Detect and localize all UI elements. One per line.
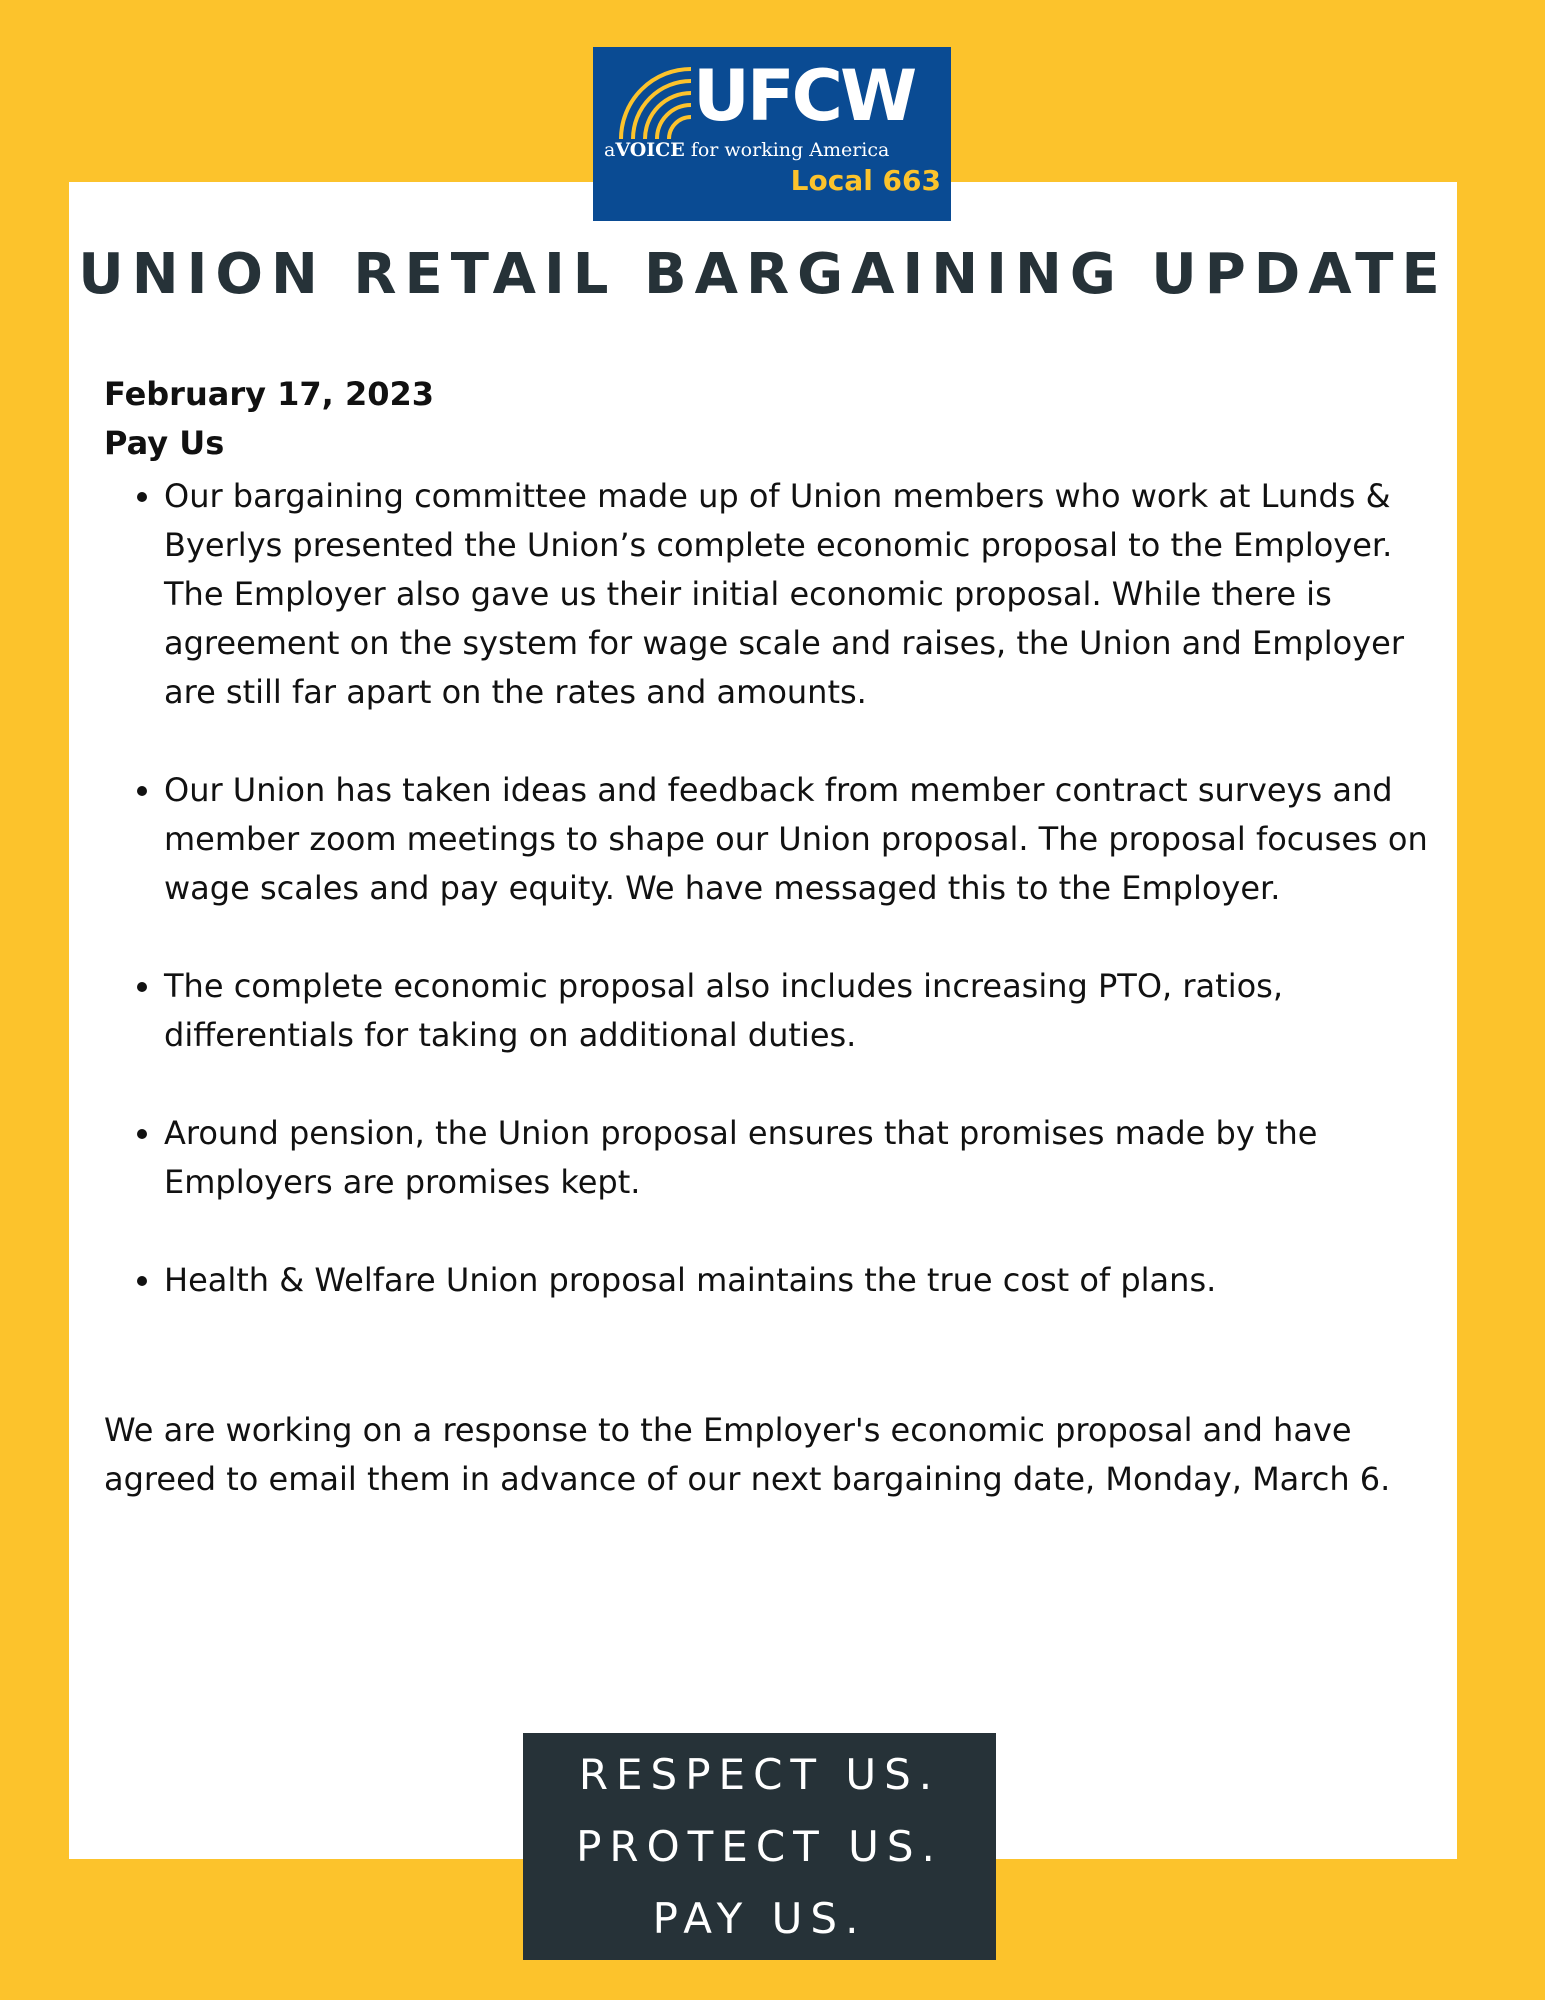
bullet-item: • The complete economic proposal also includes increasing PTO, ratios, differentials for taking on additional duties.: [164, 962, 1454, 1060]
logo-tagline-bold: VOICE: [615, 139, 685, 161]
bullet-item: • Our Union has taken ideas and feedback from member contract surveys and member zoom meetings to shape our Union proposal. The proposal focuses on wage scales and pay equity. We have messaged this to the Employer.: [164, 766, 1454, 913]
ufcw-local-663-logo: [593, 47, 951, 221]
closing-paragraph: We are working on a response to the Employer's economic proposal and have agreed to email them in advance of our next bargaining date, Monday, March 6.: [104, 1411, 1391, 1498]
logo-wordmark: UFCW: [693, 55, 915, 137]
bullet-item: • Our bargaining committee made up of Union members who work at Lunds & Byerlys presented the Union’s complete economic proposal to the Employer. The Employer also gave us their initial economic proposal. While there is agreement on the system for wage scale and raises, the Union and Employer are still far apart on the rates and amounts.: [164, 472, 1454, 717]
bullet-item: • Around pension, the Union proposal ensures that promises made by the Employers are promises kept.: [164, 1109, 1454, 1207]
logo-tagline-prefix: a: [604, 139, 616, 161]
page-title: UNION RETAIL BARGAINING UPDATE: [78, 242, 1448, 307]
bullet-item: • Health & Welfare Union proposal maintains the true cost of plans.: [164, 1256, 1454, 1305]
slogan-line-pay: PAY US.: [652, 1893, 867, 1943]
logo-tagline-suffix: for working America: [690, 139, 890, 161]
slogan-banner: [523, 1733, 996, 1960]
bullet-list: [130, 472, 1454, 1354]
section-heading: Pay Us: [104, 424, 225, 462]
slogan-line-respect: RESPECT US.: [578, 1749, 941, 1799]
slogan-line-protect: PROTECT US.: [576, 1821, 943, 1871]
update-date: February 17, 2023: [104, 375, 434, 413]
logo-tagline: [604, 139, 889, 161]
logo-local-number: Local 663: [790, 164, 941, 197]
